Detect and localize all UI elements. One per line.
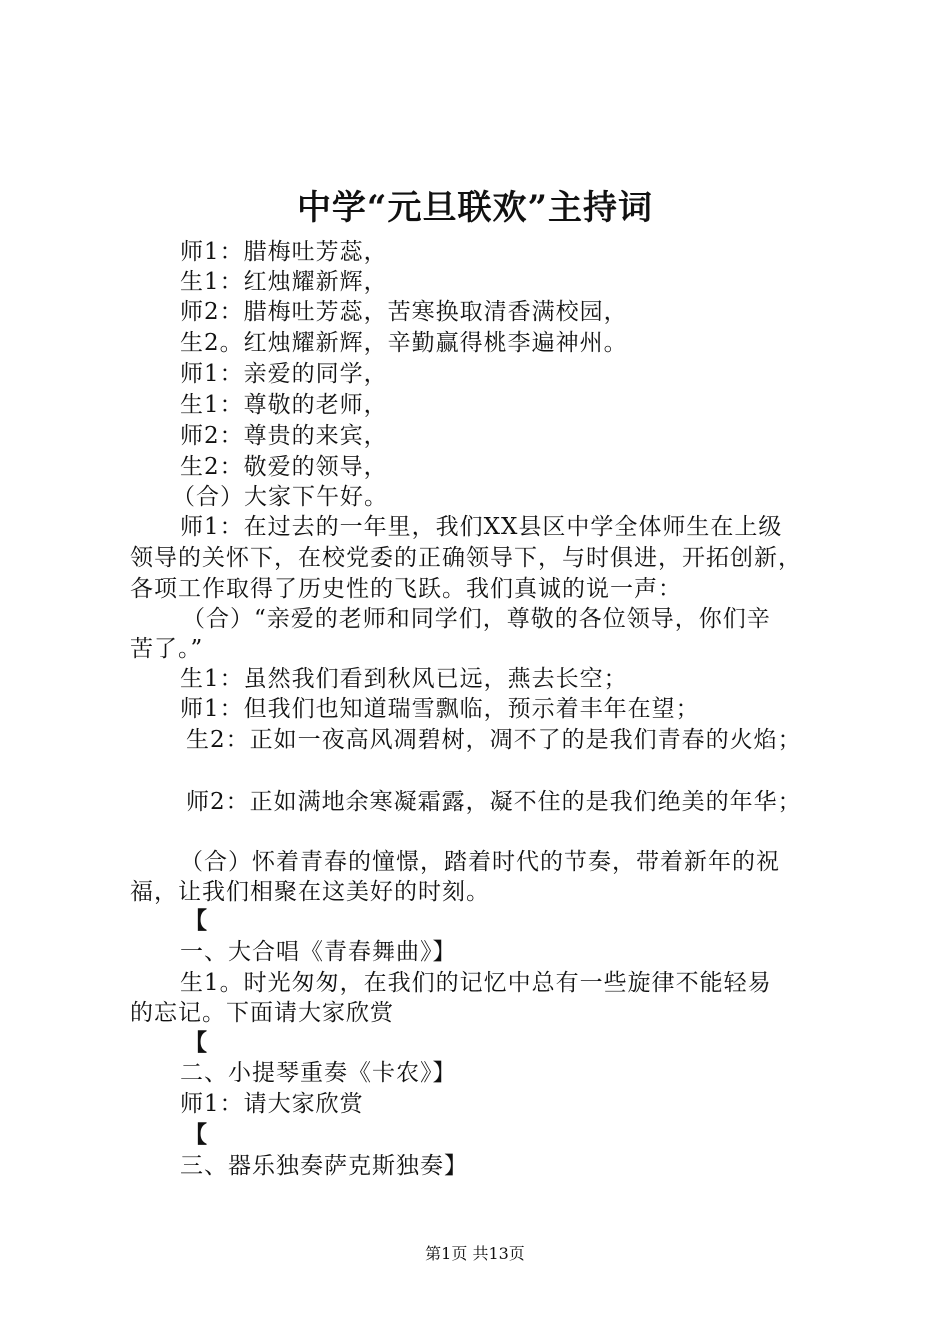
text-line: 领导的关怀下，在校党委的正确领导下，与时俱进，开拓创新，: [130, 545, 802, 571]
text-line: 师2：腊梅吐芳蕊，苦寒换取清香满校园，: [180, 299, 628, 325]
page-number: 第1页 共13页: [425, 1244, 525, 1263]
text-line: 各项工作取得了历史性的飞跃。我们真诚的说一声：: [130, 576, 682, 602]
text-line: 生2：正如一夜高风凋碧树，凋不了的是我们青春的火焰；: [186, 727, 802, 753]
text-line: 师1：请大家欣赏: [180, 1091, 364, 1117]
text-line: 生1：尊敬的老师，: [180, 392, 388, 418]
text-line: 生2。红烛耀新辉，辛勤赢得桃李遍神州。: [180, 330, 628, 356]
text-line: （合）大家下午好。: [172, 484, 388, 510]
text-line: 师1：亲爱的同学，: [180, 361, 388, 387]
text-line: 生2：敬爱的领导，: [180, 454, 388, 480]
text-line: 师2：正如满地余寒凝霜露，凝不住的是我们绝美的年华；: [186, 789, 802, 815]
text-line: （合）“亲爱的老师和同学们，尊敬的各位领导，你们辛: [182, 606, 771, 632]
text-line: 生1：红烛耀新辉，: [180, 269, 388, 295]
text-line: 福，让我们相聚在这美好的时刻。: [130, 879, 490, 905]
text-line: 师1：但我们也知道瑞雪飘临，预示着丰年在望；: [180, 696, 700, 722]
bracket-open: 【: [184, 1029, 208, 1056]
text-line: （合）怀着青春的憧憬，踏着时代的节奏，带着新年的祝: [180, 849, 780, 875]
text-line: 师1：在过去的一年里，我们XX县区中学全体师生在上级: [180, 514, 783, 540]
text-line: 生1。时光匆匆，在我们的记忆中总有一些旋律不能轻易: [180, 970, 772, 996]
text-line: 生1：虽然我们看到秋风已远，燕去长空；: [180, 666, 628, 692]
document-title: 中学“元旦联欢”主持词: [296, 188, 654, 228]
bracket-open: 【: [184, 1121, 208, 1148]
text-line: 苦了。”: [130, 636, 204, 662]
text-line: 的忘记。下面请大家欣赏: [130, 1000, 394, 1026]
text-line: 师2：尊贵的来宾，: [180, 423, 388, 449]
bracket-open: 【: [184, 907, 208, 934]
program-item: 一、大合唱《青春舞曲》】: [180, 939, 457, 965]
program-item: 二、小提琴重奏《卡农》】: [180, 1060, 457, 1086]
program-item: 三、器乐独奏萨克斯独奏】: [180, 1153, 468, 1179]
text-line: 师1：腊梅吐芳蕊，: [180, 239, 388, 265]
